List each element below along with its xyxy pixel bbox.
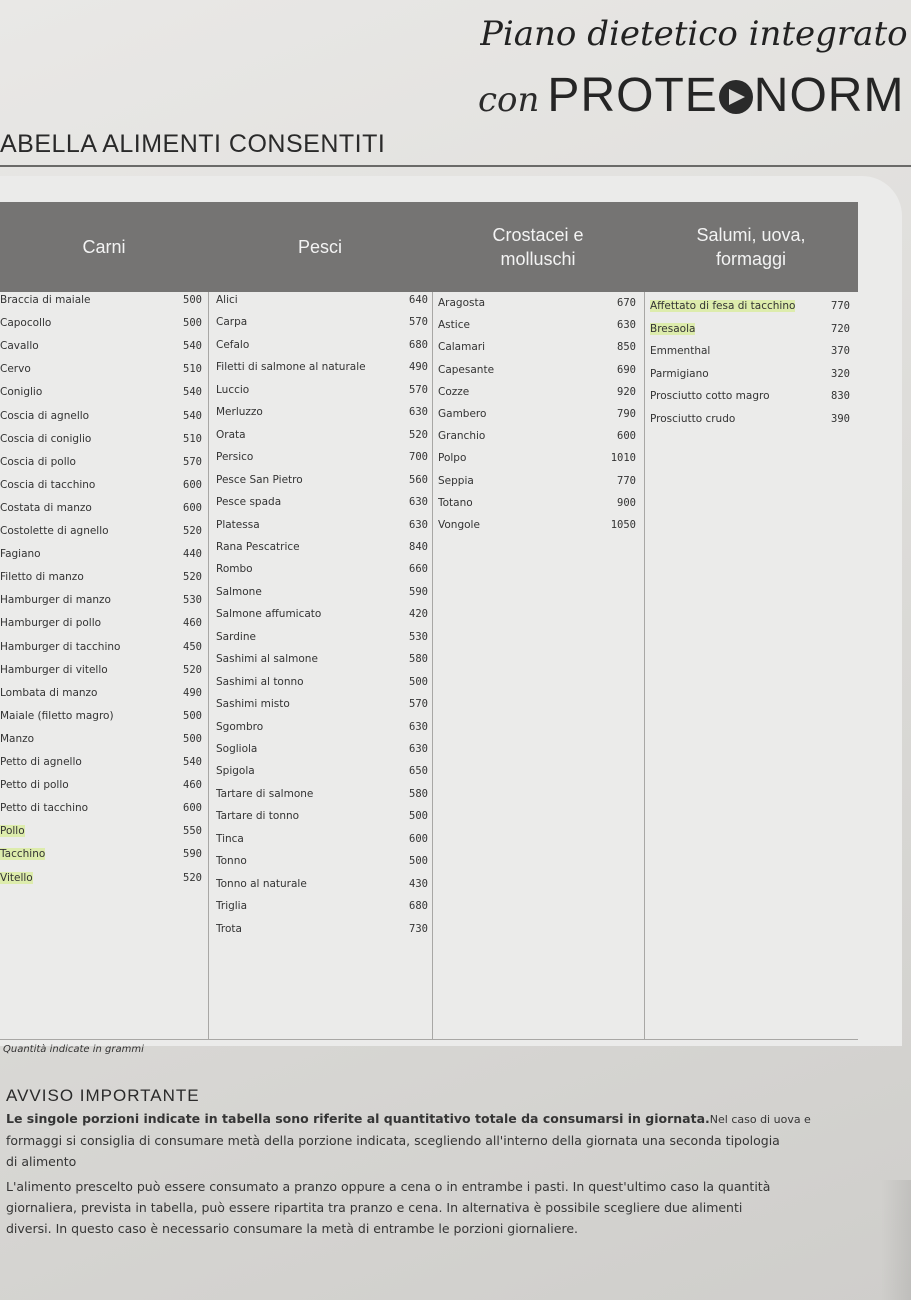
item-name: Tacchino [0, 848, 46, 861]
item-name: Tonno al naturale [216, 877, 307, 890]
item-name: Alici [216, 294, 238, 306]
item-quantity: 440 [183, 548, 202, 561]
table-row [216, 312, 428, 332]
table-row [650, 319, 850, 339]
table-row [650, 386, 850, 406]
table-row [438, 315, 636, 335]
item-quantity: 730 [409, 922, 428, 935]
item-name: Granchio [438, 430, 486, 443]
table-row [0, 775, 202, 795]
notice-paragraph-1 [6, 1108, 906, 1172]
table-row [0, 821, 202, 841]
table-row [650, 341, 850, 361]
table-row [438, 404, 636, 424]
item-name: Hamburger di tacchino [0, 640, 121, 653]
item-name: Filetti di salmone al naturale [216, 361, 366, 374]
item-quantity: 390 [831, 413, 850, 425]
item-name: Tartare di salmone [216, 787, 314, 800]
item-quantity: 520 [183, 663, 202, 676]
item-quantity: 420 [409, 608, 428, 621]
item-name: Sardine [216, 630, 256, 643]
item-name: Emmenthal [650, 345, 711, 358]
table-row [216, 515, 428, 535]
table-row [0, 544, 202, 564]
item-name: Braccia di maiale [0, 294, 91, 306]
footnote: Quantità indicate in grammi [3, 1044, 144, 1055]
table-row [216, 290, 428, 310]
notice-p1-rest: Nel caso di uova e [709, 1113, 811, 1126]
item-quantity: 770 [831, 300, 850, 312]
item-name: Prosciutto crudo [650, 413, 736, 425]
item-name: Cefalo [216, 338, 250, 351]
item-name: Prosciutto cotto magro [650, 390, 770, 403]
table-row [0, 452, 202, 472]
header-crostacei-line1: Crostacei e [492, 224, 584, 245]
table-row [0, 521, 202, 541]
header-salumi [644, 202, 858, 292]
header-pesci-label: Pesci [297, 236, 342, 257]
notice-p2-line2: giornaliera, prevista in tabella, può essere ripartita tra pranzo e cena. In alternativa è possibile scegliere due alimenti [6, 1200, 743, 1215]
item-quantity: 680 [409, 900, 428, 913]
item-quantity: 540 [183, 340, 202, 353]
play-logo-icon [719, 80, 753, 114]
header-pesci [208, 202, 432, 292]
table-row [438, 360, 636, 380]
item-name: Parmigiano [650, 367, 709, 380]
table-row [216, 470, 428, 490]
item-quantity: 570 [409, 698, 428, 711]
table-row [438, 382, 636, 402]
column-divider [644, 292, 645, 1040]
title-divider [0, 165, 911, 167]
item-quantity: 570 [409, 316, 428, 329]
table-row [216, 672, 428, 692]
table-row [216, 851, 428, 871]
header-salumi-line1: Salumi, uova, [696, 224, 806, 245]
table-row [650, 409, 850, 429]
table-row [216, 335, 428, 355]
item-name: Hamburger di vitello [0, 663, 108, 676]
table-row [438, 471, 636, 491]
item-name: Vongole [438, 519, 480, 531]
table-row [216, 604, 428, 624]
table-row [438, 493, 636, 513]
table-row [0, 336, 202, 356]
item-name: Merluzzo [216, 406, 263, 419]
item-name: Astice [438, 319, 470, 332]
item-name: Triglia [216, 900, 248, 913]
table-row [0, 683, 202, 703]
item-quantity: 600 [183, 501, 202, 514]
notice-p2-line3: diversi. In questo caso è necessario consumare la metà di entrambe le porzioni giornaliere. [6, 1221, 579, 1236]
item-name: Capocollo [0, 317, 52, 330]
item-quantity: 630 [409, 496, 428, 509]
item-quantity: 630 [409, 743, 428, 755]
item-quantity: 660 [409, 563, 428, 576]
item-quantity: 770 [617, 474, 636, 487]
item-name: Sashimi misto [216, 698, 290, 711]
item-name: Coscia di coniglio [0, 432, 92, 445]
table-row [0, 475, 202, 495]
item-name: Gambero [438, 408, 487, 420]
item-name: Cozze [438, 385, 470, 398]
table-row [0, 313, 202, 333]
item-quantity: 500 [409, 855, 428, 868]
item-name: Petto di tacchino [0, 802, 89, 815]
item-quantity: 540 [183, 756, 202, 768]
item-name: Petto di agnello [0, 756, 82, 768]
item-name: Totano [438, 496, 473, 509]
item-name: Coscia di agnello [0, 409, 90, 422]
table-row [216, 874, 428, 894]
item-quantity: 590 [183, 848, 202, 861]
item-quantity: 540 [183, 386, 202, 399]
item-quantity: 540 [183, 409, 202, 422]
table-row [438, 337, 636, 357]
table-row [216, 402, 428, 422]
item-name: Rana Pescatrice [216, 540, 300, 553]
table-row [0, 729, 202, 749]
item-quantity: 510 [183, 432, 202, 445]
table-row [650, 296, 850, 316]
item-quantity: 600 [183, 802, 202, 815]
brand-logo-line [478, 68, 911, 123]
item-quantity: 570 [409, 383, 428, 396]
table-row [216, 739, 428, 759]
table-row [216, 717, 428, 737]
item-name: Pesce spada [216, 496, 282, 509]
item-name: Seppia [438, 474, 474, 487]
item-name: Hamburger di pollo [0, 617, 102, 630]
brand-name-part2: NORM [753, 69, 905, 122]
item-name: Costolette di agnello [0, 525, 109, 537]
item-quantity: 570 [183, 455, 202, 468]
item-name: Sashimi al salmone [216, 653, 318, 666]
table-row [0, 637, 202, 657]
item-name: Coscia di tacchino [0, 478, 96, 491]
notice-paragraph-2 [6, 1176, 906, 1239]
item-name: Sgombro [216, 720, 264, 733]
table-row [216, 761, 428, 781]
item-name: Capesante [438, 363, 495, 376]
item-quantity: 450 [183, 640, 202, 653]
item-name: Lombata di manzo [0, 686, 98, 699]
item-name: Rombo [216, 563, 253, 576]
item-quantity: 580 [409, 787, 428, 800]
table-row [216, 425, 428, 445]
table-row [0, 706, 202, 726]
item-name: Aragosta [438, 297, 486, 309]
item-quantity: 520 [183, 871, 202, 884]
item-quantity: 500 [183, 317, 202, 330]
table-row [0, 567, 202, 587]
table-row [438, 293, 636, 313]
item-name: Carpa [216, 316, 248, 329]
header-carni [0, 202, 208, 292]
item-name: Pesce San Pietro [216, 473, 303, 486]
table-row [216, 649, 428, 669]
table-row [216, 537, 428, 557]
table-row [0, 660, 202, 680]
item-quantity: 840 [409, 540, 428, 553]
item-name: Persico [216, 451, 254, 464]
table-row [216, 784, 428, 804]
item-name: Costata di manzo [0, 501, 92, 514]
notice-p1-bold: Le singole porzioni indicate in tabella sono riferite al quantitativo totale da consumarsi in giornata. [6, 1111, 710, 1126]
table-row [0, 613, 202, 633]
page-shadow [881, 1180, 911, 1300]
item-name: Tinca [216, 832, 244, 845]
notice-p1-line3: di alimento [6, 1154, 77, 1169]
table-row [0, 498, 202, 518]
notice-p1-line2: formaggi si consiglia di consumare metà della porzione indicata, scegliendo all'interno della giornata una seconda tipologia [6, 1133, 780, 1148]
item-quantity: 690 [617, 363, 636, 376]
item-quantity: 370 [831, 345, 850, 358]
item-quantity: 650 [409, 765, 428, 778]
table-row [216, 896, 428, 916]
item-quantity: 560 [409, 473, 428, 486]
column-divider [432, 292, 433, 1040]
item-quantity: 530 [183, 594, 202, 607]
table-row [438, 426, 636, 446]
item-name: Sashimi al tonno [216, 675, 304, 688]
brand-name-part1: PROTE [547, 69, 718, 122]
item-quantity: 460 [183, 779, 202, 792]
item-quantity: 830 [831, 390, 850, 403]
brand-con: con [478, 80, 540, 120]
item-quantity: 790 [617, 408, 636, 420]
item-name: Coniglio [0, 386, 43, 399]
table-row [216, 919, 428, 939]
item-quantity: 630 [409, 518, 428, 531]
item-quantity: 550 [183, 825, 202, 838]
item-quantity: 640 [409, 294, 428, 306]
item-name: Manzo [0, 732, 35, 745]
item-quantity: 630 [409, 720, 428, 733]
table-row [216, 806, 428, 826]
item-quantity: 1050 [610, 519, 636, 531]
table-row [216, 582, 428, 602]
notice-p1-line1 [6, 1108, 906, 1130]
item-quantity: 520 [183, 571, 202, 584]
item-name: Polpo [438, 452, 467, 465]
item-quantity: 590 [409, 585, 428, 598]
table-row [216, 829, 428, 849]
table-row [0, 290, 202, 310]
item-quantity: 500 [409, 675, 428, 688]
item-name: Salmone affumicato [216, 608, 322, 621]
item-quantity: 920 [617, 385, 636, 398]
item-quantity: 530 [409, 630, 428, 643]
table-row [0, 382, 202, 402]
item-quantity: 510 [183, 363, 202, 376]
item-name: Sogliola [216, 743, 258, 755]
item-quantity: 600 [617, 430, 636, 443]
table-row [0, 590, 202, 610]
item-quantity: 520 [409, 428, 428, 441]
table-row [216, 380, 428, 400]
item-name: Trota [216, 922, 242, 935]
item-quantity: 1010 [610, 452, 636, 465]
item-name: Tonno [216, 855, 247, 868]
header-salumi-line2: formaggi [715, 249, 787, 269]
item-name: Bresaola [650, 322, 696, 335]
item-quantity: 500 [183, 732, 202, 745]
item-quantity: 430 [409, 877, 428, 890]
table-row [650, 364, 850, 384]
section-title: ABELLA ALIMENTI CONSENTITI [0, 130, 386, 158]
table-row [216, 559, 428, 579]
item-name: Orata [216, 428, 246, 441]
item-quantity: 900 [617, 496, 636, 509]
item-name: Maiale (filetto magro) [0, 709, 114, 722]
item-quantity: 460 [183, 617, 202, 630]
item-quantity: 500 [183, 709, 202, 722]
item-name: Cervo [0, 363, 31, 376]
header-crostacei [432, 202, 644, 292]
item-name: Vitello [0, 871, 33, 884]
item-quantity: 700 [409, 451, 428, 464]
item-quantity: 670 [617, 297, 636, 309]
item-quantity: 500 [409, 810, 428, 823]
table-row [216, 694, 428, 714]
item-name: Salmone [216, 585, 262, 598]
item-quantity: 490 [409, 361, 428, 374]
item-name: Cavallo [0, 340, 39, 353]
item-quantity: 600 [409, 832, 428, 845]
item-quantity: 580 [409, 653, 428, 666]
table-row [0, 429, 202, 449]
table-row [216, 447, 428, 467]
table-row [0, 798, 202, 818]
item-name: Platessa [216, 518, 260, 531]
header-crostacei-line2: molluschi [500, 249, 576, 269]
item-quantity: 630 [409, 406, 428, 419]
item-quantity: 500 [183, 294, 202, 306]
item-quantity: 630 [617, 319, 636, 332]
table-row [216, 492, 428, 512]
item-name: Calamari [438, 341, 486, 354]
table-row [438, 515, 636, 535]
item-name: Petto di pollo [0, 779, 69, 792]
table-row [216, 627, 428, 647]
notice-p2-line1: L'alimento prescelto può essere consumato a pranzo oppure a cena o in entrambe i pasti. In quest'ultimo caso la quantità [6, 1179, 771, 1194]
item-quantity: 680 [409, 338, 428, 351]
item-quantity: 720 [831, 322, 850, 335]
brand-title: Piano dietetico integrato [480, 14, 908, 54]
item-name: Fagiano [0, 548, 41, 561]
item-quantity: 600 [183, 478, 202, 491]
header-carni-label: Carni [82, 236, 126, 257]
item-quantity: 850 [617, 341, 636, 354]
table-row [0, 868, 202, 888]
item-name: Luccio [216, 383, 250, 396]
table-bottom-rule [0, 1039, 858, 1040]
item-name: Affettato di fesa di tacchino [650, 300, 796, 312]
table-row [0, 406, 202, 426]
item-quantity: 490 [183, 686, 202, 699]
item-name: Hamburger di manzo [0, 594, 111, 607]
notice-title: AVVISO IMPORTANTE [6, 1086, 200, 1105]
column-divider [208, 292, 209, 1040]
item-name: Filetto di manzo [0, 571, 84, 584]
table-row [438, 448, 636, 468]
table-row [216, 357, 428, 377]
table-row [0, 844, 202, 864]
item-name: Coscia di pollo [0, 455, 76, 468]
item-name: Pollo [0, 825, 25, 838]
item-name: Tartare di tonno [216, 810, 300, 823]
table-row [0, 359, 202, 379]
item-quantity: 520 [183, 525, 202, 537]
item-name: Spigola [216, 765, 255, 778]
item-quantity: 320 [831, 367, 850, 380]
table-row [0, 752, 202, 772]
